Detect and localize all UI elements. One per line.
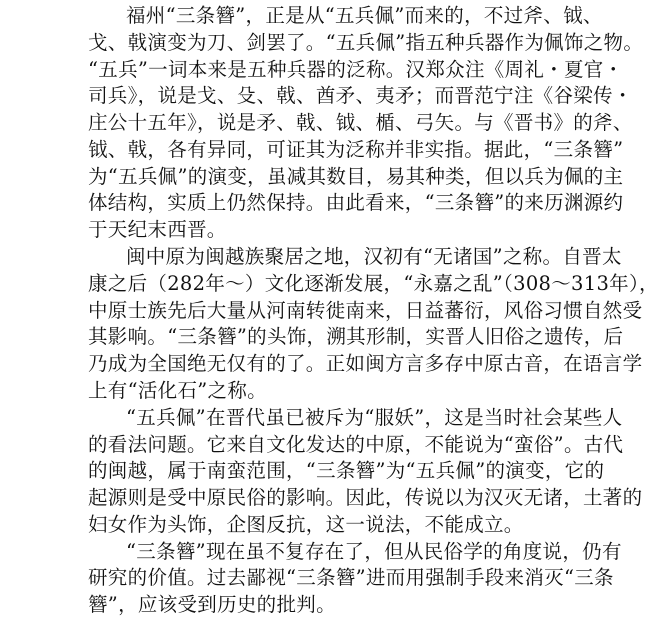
paragraph-1-line-1: 福州“三条簪”，正是从“五兵佩”而来的，不过斧、钺、 [126,4,603,27]
paragraph-4-line-2: 研究的价值。过去鄙视“三条簪”进而用强制手段来消灭“三条 [88,566,614,590]
paragraph-2-line-3: 中原士族先后大量从河南转徙南来，日益蕃衍，风俗习惯自然受 [88,298,643,322]
paragraph-1-line-8: 体结构，实质上仍然保持。由此看来，“三条簪”的来历渊源约 [88,191,624,215]
paragraph-3-line-1: “五兵佩”在晋代虽已被斥为“服妖”，这是当时社会某些人 [126,405,623,429]
paragraph-3-line-2: 的看法问题。它来自文化发达的中原，不能说为“蛮俗”。古代 [88,432,624,456]
paragraph-2-line-5: 乃成为全国绝无仅有的了。正如闽方言多存中原古音，在语言学 [88,352,643,376]
paragraph-2-line-4: 其影响。“三条簪”的头饰，溯其形制，实晋人旧俗之遗传，后 [88,325,624,349]
paragraph-1-line-9: 于天纪末西晋。 [88,218,227,242]
paragraph-1-line-4: 司兵》，说是戈、殳、戟、酋矛、夷矛；而晋范宁注《谷梁传・ [88,84,633,108]
paragraph-2-line-1: 闽中原为闽越族聚居之地，汉初有“无诸国”之称。自晋太 [126,245,622,269]
paragraph-1-line-3: “五兵”一词本来是五种兵器的泛称。汉郑众注《周礼・夏官・ [88,57,624,81]
paragraph-3-line-3: 的闽越，属于南蛮范围，“三条簪”为“五兵佩”的演变，它的 [88,459,605,483]
paragraph-2-line-2: 康之后（282年～）文化逐渐发展，“永嘉之乱”（308～313年）， [88,271,659,295]
paragraph-2-line-6: 上有“活化石”之称。 [88,378,267,402]
paragraph-4-line-1: “三条簪”现在虽不复存在了，但从民俗学的角度说，仍有 [126,539,622,563]
paragraph-3-line-5: 妇女作为头饰，企图反抗，这一说法，不能成立。 [88,512,524,536]
paragraph-3-line-4: 起源则是受中原民俗的影响。因此，传说以为汉灭无诸，土著的 [88,486,643,510]
paragraph-4-line-3: 簪”，应该受到历史的批判。 [88,593,336,617]
paragraph-1-line-2: 戈、戟演变为刀、剑罢了。“五兵佩”指五种兵器作为佩饰之物。 [88,30,644,54]
paragraph-1-line-7: 为“五兵佩”的演变，虽减其数目，易其种类，但以兵为佩的主 [88,164,624,188]
paragraph-1-line-6: 钺、戟，各有异同，可证其为泛称并非实指。据此，“三条簪” [88,137,624,161]
paragraph-1-line-5: 庄公十五年》，说是矛、戟、钺、楯、弓矢。与《晋书》的斧、 [88,111,633,135]
